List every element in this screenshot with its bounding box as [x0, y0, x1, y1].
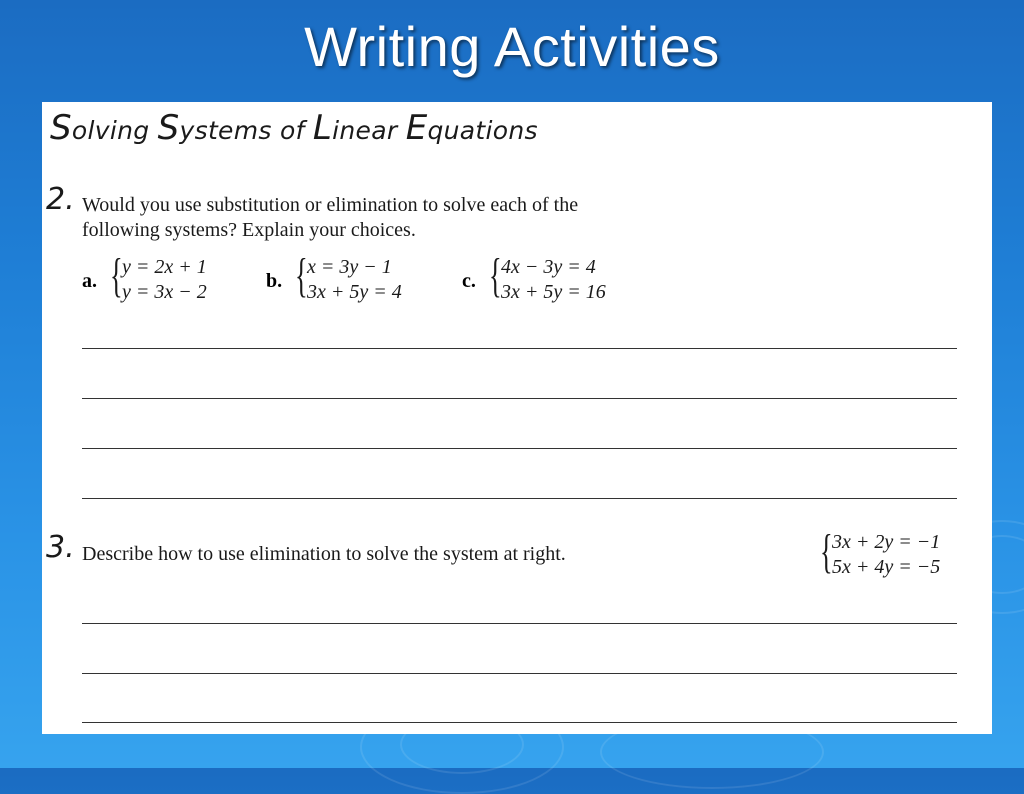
slide-title: Writing Activities	[304, 15, 720, 78]
option-letter: a.	[82, 270, 97, 292]
answer-line	[82, 348, 957, 349]
question-2-number: 2.	[46, 182, 75, 217]
answer-line	[82, 722, 957, 723]
heading-rest: olving	[71, 116, 158, 145]
equation: 5x + 4y = −5	[832, 556, 941, 578]
equation: x = 3y − 1	[307, 256, 392, 278]
answer-line	[82, 448, 957, 449]
answer-line	[82, 398, 957, 399]
question-2-text-line1: Would you use substitution or elimination to solve each of the	[82, 194, 579, 216]
heading-cap: S	[50, 108, 72, 148]
question-3-text: Describe how to use elimination to solve the system at right.	[82, 543, 566, 565]
answer-line	[82, 498, 957, 499]
equation: y = 3x − 2	[122, 281, 207, 303]
heading-cap: L	[312, 108, 333, 148]
brace-icon: {	[295, 249, 308, 302]
heading-rest: ystems of	[179, 116, 313, 145]
answer-line	[82, 673, 957, 674]
worksheet-image	[42, 102, 992, 734]
brace-icon: {	[489, 249, 502, 302]
equation: y = 2x + 1	[122, 256, 207, 278]
heading-rest: inear	[332, 116, 406, 145]
brace-icon: {	[110, 249, 123, 302]
equation: 3x + 5y = 16	[501, 281, 606, 303]
worksheet-heading	[50, 108, 538, 148]
option-letter: b.	[266, 270, 283, 292]
equation: 4x − 3y = 4	[501, 256, 596, 278]
question-2-text-line2: following systems? Explain your choices.	[82, 219, 416, 241]
option-letter: c.	[462, 270, 476, 292]
brace-icon: {	[820, 525, 833, 578]
question-3-number: 3.	[46, 530, 75, 565]
heading-cap: E	[405, 108, 428, 148]
heading-cap: S	[157, 108, 180, 148]
equation: 3x + 2y = −1	[832, 531, 941, 553]
equation: 3x + 5y = 4	[307, 281, 402, 303]
heading-rest: quations	[427, 116, 538, 145]
answer-line	[82, 623, 957, 624]
